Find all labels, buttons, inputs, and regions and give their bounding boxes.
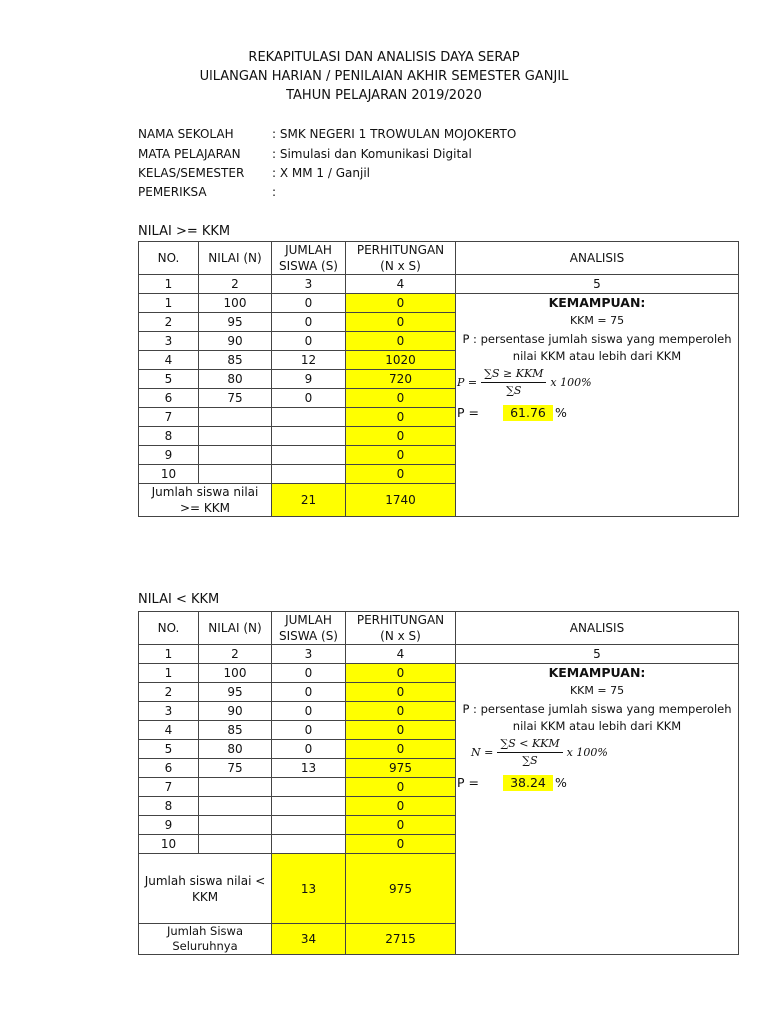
table-row: 4 85 12 1020 — [139, 351, 739, 370]
table-above-kkm — [138, 241, 739, 517]
total-perhitungan: 1740 — [346, 484, 456, 517]
grand-total-label: Jumlah Siswa Seluruhnya — [139, 924, 272, 955]
col-header-analisis: ANALISIS — [456, 242, 739, 275]
table-row: 7 0 — [139, 778, 739, 797]
grand-total-perhitungan: 2715 — [346, 924, 456, 955]
index-row: 1 2 3 4 5 — [139, 645, 739, 664]
total-perhitungan: 975 — [346, 854, 456, 924]
percentage-formula: P = $\frac{\text{∑S ≥ KKM}}{\sum S}$ x 100% — [457, 367, 592, 397]
info-label-class: KELAS/SEMESTER — [138, 166, 245, 180]
index-row: 1 2 3 4 5 — [139, 275, 739, 294]
col-header-nilai: NILAI (N) — [199, 612, 272, 645]
percentage-result: P = 38.24 % — [457, 775, 567, 790]
report-title-line-1: REKAPITULASI DAN ANALISIS DAYA SERAP — [248, 50, 520, 65]
header-row — [139, 612, 739, 645]
total-label: Jumlah siswa nilai >= KKM — [139, 484, 272, 517]
analisis-cell-above-kkm — [456, 294, 739, 517]
percentage-value: 38.24 — [503, 775, 553, 791]
table-row: 6 75 0 0 — [139, 389, 739, 408]
col-header-no: NO. — [139, 242, 199, 275]
table-row: 4 85 0 0 — [139, 721, 739, 740]
info-value-class: : X MM 1 / Ganjil — [272, 166, 370, 180]
table-row: 5 80 0 0 — [139, 740, 739, 759]
table-row: 9 0 — [139, 816, 739, 835]
analisis-kkm: KKM = 75 — [569, 314, 625, 327]
col-header-jumlah: JUMLAH SISWA (S) — [272, 242, 346, 275]
table-row: 3 90 0 0 — [139, 332, 739, 351]
table-row: 5 80 9 720 — [139, 370, 739, 389]
table-row: 1 100 0 0 KEMAMPUAN: KKM = 75 P : persentase jumlah siswa yang memperoleh nilai KKM atau lebih dari KKM N = $\frac{\text{∑S < KKM}}{\sum S}$ x 100% P = 38.24 % — [139, 664, 739, 683]
table-row: 8 0 — [139, 427, 739, 446]
report-title-line-2: UlLANGAN HARIAN / PENILAIAN AKHIR SEMESTER GANJIL — [199, 69, 569, 84]
analisis-heading: KEMAMPUAN: — [548, 295, 646, 310]
info-label-subject: MATA PELAJARAN — [138, 147, 241, 161]
info-value-examiner: : — [272, 185, 277, 199]
total-label: Jumlah siswa nilai < KKM — [139, 854, 272, 924]
report-title-line-3: TAHUN PELAJARAN 2019/2020 — [286, 88, 482, 103]
total-siswa: 21 — [272, 484, 346, 517]
total-siswa: 13 — [272, 854, 346, 924]
table-below-kkm — [138, 611, 739, 955]
col-header-no: NO. — [139, 612, 199, 645]
info-value-subject: : Simulasi dan Komunikasi Digital — [272, 147, 472, 161]
table-row: 7 0 — [139, 408, 739, 427]
analisis-description: P : persentase jumlah siswa yang memperoleh nilai KKM atau lebih dari KKM — [462, 332, 732, 363]
table-row: 10 0 — [139, 465, 739, 484]
col-header-jumlah: JUMLAH SISWA (S) — [272, 612, 346, 645]
section-title-below-kkm: NILAI < KKM — [138, 592, 220, 607]
table-row: 6 75 13 975 — [139, 759, 739, 778]
col-header-nilai: NILAI (N) — [199, 242, 272, 275]
info-label-school: NAMA SEKOLAH — [138, 127, 234, 141]
table-row: 9 0 — [139, 446, 739, 465]
percentage-result: P = 61.76 % — [457, 405, 567, 420]
table-row: 8 0 — [139, 797, 739, 816]
col-header-perhitungan: PERHITUNGAN (N x S) — [346, 612, 456, 645]
info-label-examiner: PEMERIKSA — [138, 185, 207, 199]
table-row: 1 100 0 0 KEMAMPUAN: KKM = 75 P : persentase jumlah siswa yang memperoleh nilai KKM atau lebih dari KKM P = $\frac{\text{∑S ≥ KKM}}{\sum S}$ x 100% P = 61.76 % — [139, 294, 739, 313]
analisis-description: P : persentase jumlah siswa yang memperoleh nilai KKM atau lebih dari KKM — [462, 702, 732, 733]
table-row: 10 0 — [139, 835, 739, 854]
analisis-kkm: KKM = 75 — [569, 684, 625, 697]
section-title-above-kkm: NILAI >= KKM — [138, 224, 231, 239]
analisis-cell-below-kkm — [456, 664, 739, 955]
table-row: 2 95 0 0 — [139, 313, 739, 332]
percentage-formula: N = $\frac{\text{∑S < KKM}}{\sum S}$ x 100% — [471, 737, 608, 767]
col-header-perhitungan: PERHITUNGAN (N x S) — [346, 242, 456, 275]
table-row: 3 90 0 0 — [139, 702, 739, 721]
percentage-value: 61.76 — [503, 405, 553, 421]
analisis-heading: KEMAMPUAN: — [548, 665, 646, 680]
col-header-analisis: ANALISIS — [456, 612, 739, 645]
table-row: 2 95 0 0 — [139, 683, 739, 702]
grand-total-siswa: 34 — [272, 924, 346, 955]
header-row — [139, 242, 739, 275]
info-value-school: : SMK NEGERI 1 TROWULAN MOJOKERTO — [272, 127, 517, 141]
